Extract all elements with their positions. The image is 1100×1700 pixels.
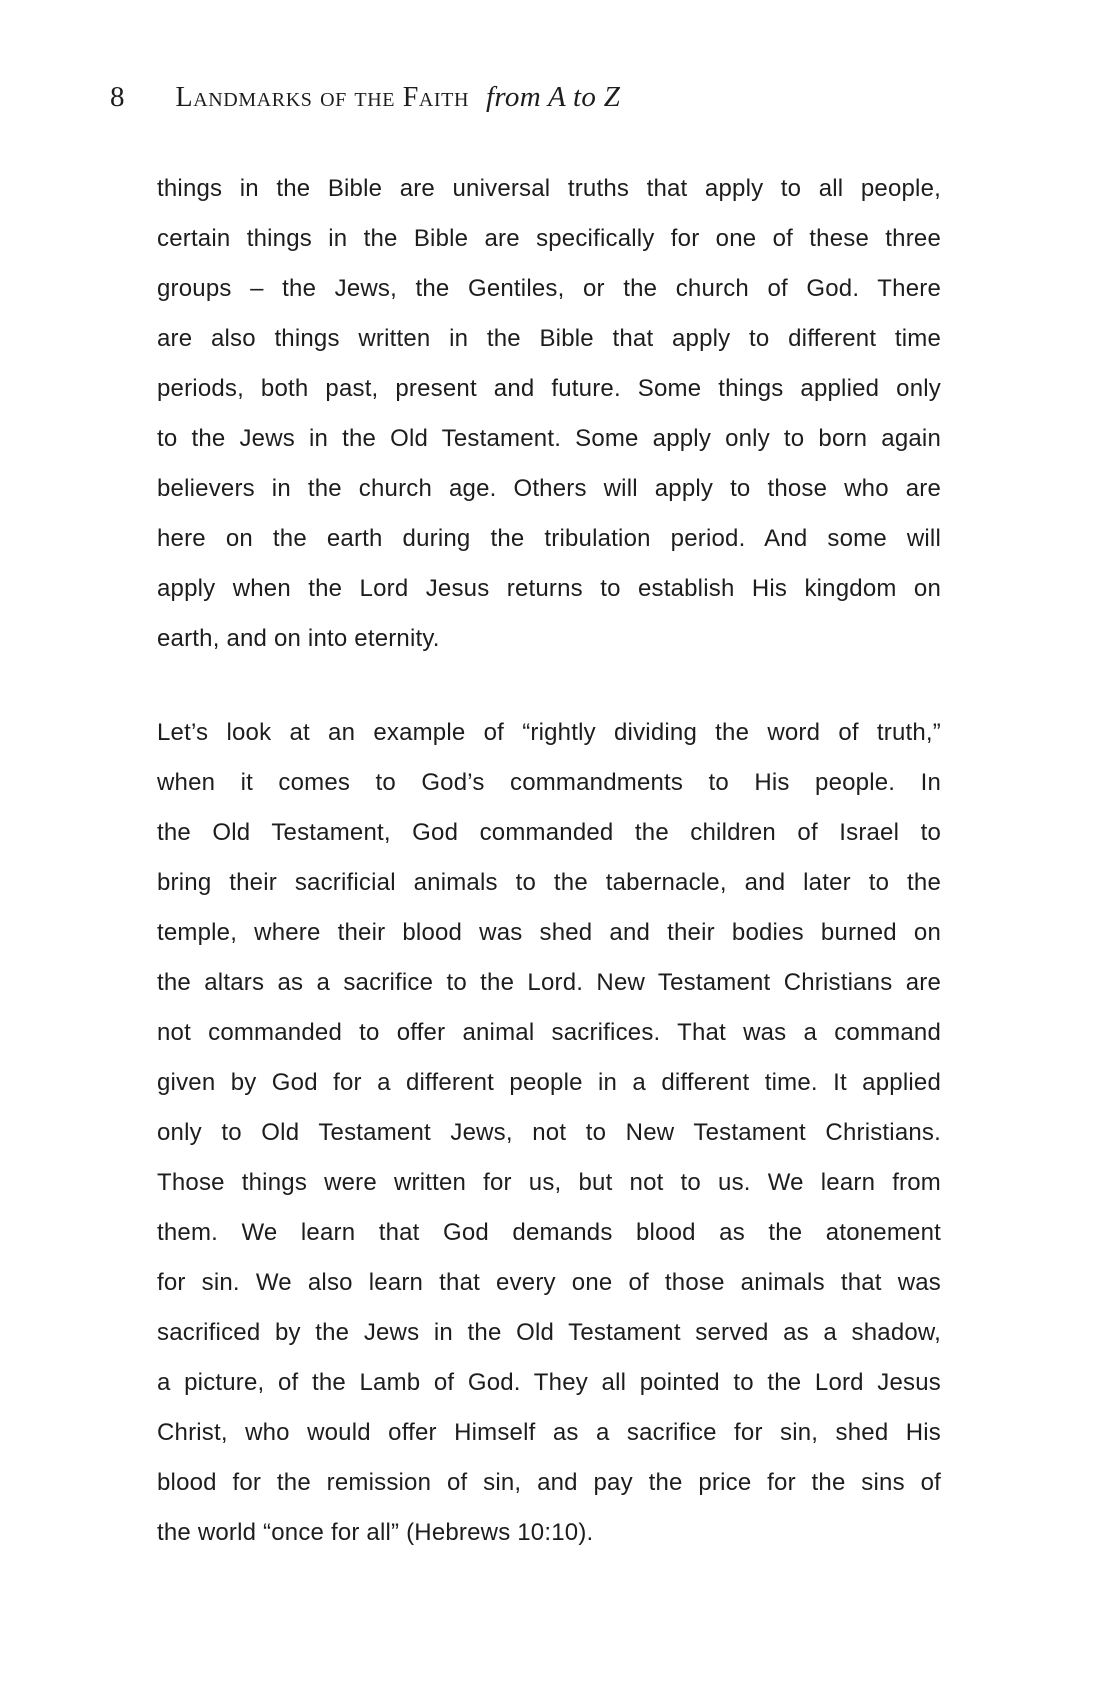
page-body [157,164,941,1558]
text-line: bring their sacrificial animals to the tabernacle, and later to the [157,869,941,896]
page-number: 8 [110,81,125,113]
text-line: Let’s look at an example of “rightly dividing the word of truth,” [157,719,941,746]
text-line: given by God for a different people in a different time. It applied [157,1069,941,1096]
text-line: periods, both past, present and future. Some things applied only [157,375,941,402]
page-header [110,80,620,115]
text-line: apply when the Lord Jesus returns to establish His kingdom on [157,575,941,602]
text-line: not commanded to offer animal sacrifices. That was a command [157,1019,941,1046]
text-line: are also things written in the Bible that apply to different time [157,325,941,352]
text-line: believers in the church age. Others will apply to those who are [157,475,941,502]
text-line: the altars as a sacrifice to the Lord. New Testament Christians are [157,969,941,996]
paragraph [157,164,941,664]
text-line: them. We learn that God demands blood as the atonement [157,1219,941,1246]
paragraph [157,708,941,1558]
text-line: here on the earth during the tribulation period. And some will [157,525,941,552]
text-line: certain things in the Bible are specifically for one of these three [157,225,941,252]
text-line: Christ, who would offer Himself as a sacrifice for sin, shed His [157,1419,941,1446]
book-subtitle: from A to Z [486,81,621,113]
text-line: the Old Testament, God commanded the children of Israel to [157,819,941,846]
text-line: the world “once for all” (Hebrews 10:10). [157,1519,594,1546]
text-line: temple, where their blood was shed and their bodies burned on [157,919,941,946]
text-line: when it comes to God’s commandments to His people. In [157,769,941,796]
text-line: to the Jews in the Old Testament. Some apply only to born again [157,425,941,452]
text-line: groups – the Jews, the Gentiles, or the church of God. There [157,275,941,302]
text-line: Those things were written for us, but not to us. We learn from [157,1169,941,1196]
text-line: for sin. We also learn that every one of those animals that was [157,1269,941,1296]
book-title: Landmarks of the Faith [175,82,470,113]
text-line: a picture, of the Lamb of God. They all pointed to the Lord Jesus [157,1369,941,1396]
text-line: only to Old Testament Jews, not to New Testament Christians. [157,1119,941,1146]
text-line: earth, and on into eternity. [157,625,440,652]
text-line: things in the Bible are universal truths that apply to all people, [157,175,941,202]
text-line: blood for the remission of sin, and pay the price for the sins of [157,1469,941,1496]
text-line: sacrificed by the Jews in the Old Testament served as a shadow, [157,1319,941,1346]
